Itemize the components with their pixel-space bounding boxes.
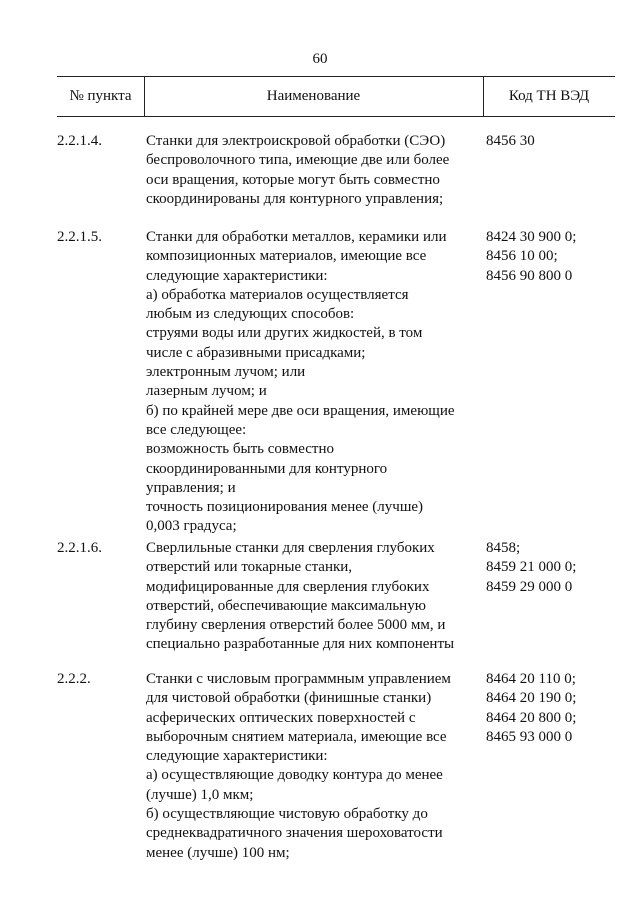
description-line: а) осуществляющие доводку контура до менее — [146, 767, 443, 784]
item-description — [146, 132, 482, 209]
description-line: беспроволочного типа, имеющие две или более — [146, 152, 450, 169]
description-line: отверстий, обеспечивающие максимальную — [146, 597, 426, 614]
code-line: 8464 20 190 0; — [486, 690, 577, 707]
description-line: б) по крайней мере две оси вращения, имеющие — [146, 402, 455, 419]
description-line: лазерным лучом; и — [146, 383, 267, 400]
page-number: 60 — [312, 51, 328, 67]
code-line: 8464 20 110 0; — [486, 671, 576, 687]
description-line: 0,003 градуса; — [146, 518, 237, 535]
code-line: 8456 90 800 0 — [486, 267, 573, 284]
description-line: точность позиционирования менее (лучше) — [146, 499, 424, 516]
description-line: среднеквадратичного значения шероховатости — [146, 825, 443, 842]
description-line: а) обработка материалов осуществляется — [146, 286, 409, 303]
description-line: б) осуществляющие чистовую обработку до — [146, 806, 428, 823]
code-line: 8459 29 000 0 — [486, 578, 573, 595]
item-codes — [486, 132, 616, 151]
description-line: Станки для обработки металлов, керамики или — [146, 229, 447, 245]
item-description — [146, 539, 482, 655]
code-line: 8464 20 800 0; — [486, 709, 577, 726]
item-description — [146, 670, 482, 863]
description-line: управления; и — [146, 479, 236, 496]
description-line: (лучше) 1,0 мкм; — [146, 786, 254, 803]
item-description — [146, 228, 482, 537]
code-line: 8465 93 000 0 — [486, 728, 573, 745]
description-line: отверстий или токарные станки, — [146, 559, 353, 576]
description-line: глубину сверления отверстий более 5000 мм, и — [146, 617, 446, 634]
description-line: струями воды или других жидкостей, в том — [146, 325, 423, 342]
description-line: Сверлильные станки для сверления глубоких — [146, 540, 435, 556]
description-line: Станки с числовым программным управлением — [146, 671, 451, 687]
description-line: электронным лучом; или — [146, 364, 306, 381]
description-line: для чистовой обработки (финишные станки) — [146, 690, 432, 707]
header-name: Наименование — [266, 88, 361, 104]
description-line: скоординированными для контурного — [146, 460, 388, 477]
description-line: числе с абразивными присадками; — [146, 344, 366, 361]
description-line: композиционных материалов, имеющие все — [146, 248, 427, 265]
header-code: Код ТН ВЭД — [508, 88, 590, 104]
table-header-bottom-border — [57, 116, 615, 117]
item-number: 2.2.1.4. — [57, 133, 102, 149]
description-line: специально разработанные для них компоненты — [146, 636, 455, 653]
code-line: 8456 30 — [486, 133, 535, 149]
item-codes — [486, 228, 616, 286]
description-line: выборочным снятием материала, имеющие все — [146, 728, 447, 745]
header-item-number: № пункта — [69, 88, 132, 104]
description-line: возможность быть совместно — [146, 441, 334, 458]
description-line: оси вращения, которые могут быть совместно — [146, 171, 440, 188]
item-codes — [486, 539, 616, 597]
code-line: 8424 30 900 0; — [486, 229, 577, 245]
description-line: следующие характеристики: — [146, 267, 328, 284]
description-line: следующие характеристики: — [146, 748, 328, 765]
code-line: 8458; — [486, 540, 521, 556]
description-line: Станки для электроискровой обработки (СЭО) — [146, 133, 446, 149]
description-line: любым из следующих способов: — [146, 306, 355, 323]
item-number: 2.2.2. — [57, 671, 91, 687]
description-line: модифицированные для сверления глубоких — [146, 578, 430, 595]
code-line: 8456 10 00; — [486, 248, 558, 265]
code-line: 8459 21 000 0; — [486, 559, 577, 576]
description-line: асферических оптических поверхностей с — [146, 709, 416, 726]
description-line: скоординированы для контурного управления; — [146, 190, 444, 207]
item-number: 2.2.1.5. — [57, 229, 102, 245]
description-line: все следующее: — [146, 421, 247, 438]
item-number: 2.2.1.6. — [57, 540, 102, 556]
description-line: менее (лучше) 100 нм; — [146, 844, 290, 861]
item-codes — [486, 670, 616, 747]
table-header-top-border — [57, 76, 615, 77]
